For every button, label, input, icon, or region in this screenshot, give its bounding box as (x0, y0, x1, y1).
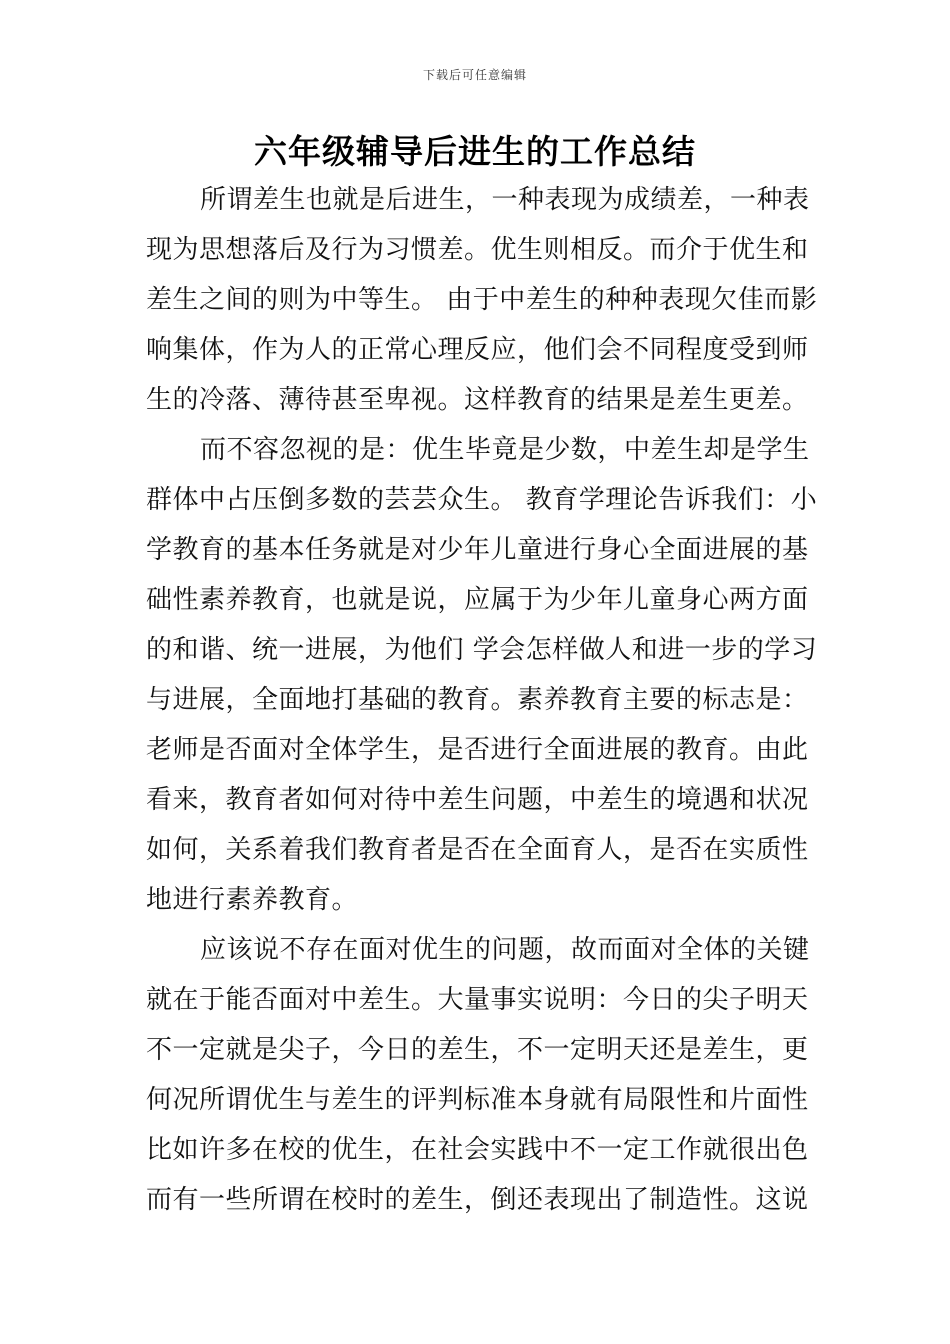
paragraph-3 (146, 925, 810, 1225)
text-line: 老师是否面对全体学生，是否进行全面进展的教育。由此 (146, 735, 809, 765)
text-line: 比如许多在校的优生，在社会实践中不一定工作就很出色 (146, 1135, 809, 1165)
text-line: 学教育的基本任务就是对少年儿童进行身心全面进展的基 (146, 535, 809, 565)
text-line: 不一定就是尖子，今日的差生，不一定明天还是差生，更 (146, 1035, 809, 1065)
text-line: 群体中占压倒多数的芸芸众生。 教育学理论告诉我们：小 (146, 485, 818, 515)
text-line: 就在于能否面对中差生。大量事实说明：今日的尖子明天 (146, 985, 809, 1015)
text-line: 差生之间的则为中等生。 由于中差生的种种表现欠佳而影 (146, 285, 818, 315)
header-note: 下载后可任意编辑 (422, 68, 527, 82)
text-line: 响集体，作为人的正常心理反应，他们会不同程度受到师 (146, 335, 809, 365)
text-line: 何况所谓优生与差生的评判标准本身就有局限性和片面性 (146, 1085, 809, 1115)
text-line: 如何，关系着我们教育者是否在全面育人，是否在实质性 (146, 835, 809, 865)
text-line: 生的冷落、薄待甚至卑视。这样教育的结果是差生更差。 (146, 385, 809, 415)
text-line: 与进展，全面地打基础的教育。素养教育主要的标志是： (146, 685, 809, 715)
text-line: 而有一些所谓在校时的差生，倒还表现出了制造性。这说 (146, 1185, 809, 1215)
text-line: 所谓差生也就是后进生，一种表现为成绩差，一种表 (200, 185, 810, 215)
text-line: 应该说不存在面对优生的问题，故而面对全体的关键 (200, 935, 810, 965)
paragraph-1 (146, 175, 818, 425)
document-title: 六年级辅导后进生的工作总结 (254, 132, 696, 171)
text-line: 看来，教育者如何对待中差生问题，中差生的境遇和状况 (146, 785, 809, 815)
document-body (146, 175, 818, 1225)
text-line: 而不容忽视的是：优生毕竟是少数，中差生却是学生 (200, 435, 810, 465)
text-line: 现为思想落后及行为习惯差。优生则相反。而介于优生和 (146, 235, 809, 265)
paragraph-2 (146, 425, 818, 925)
text-line: 的和谐、统一进展，为他们 学会怎样做人和进一步的学习 (146, 635, 818, 665)
text-line: 地进行素养教育。 (146, 885, 359, 915)
text-line: 础性素养教育，也就是说，应属于为少年儿童身心两方面 (146, 585, 809, 615)
